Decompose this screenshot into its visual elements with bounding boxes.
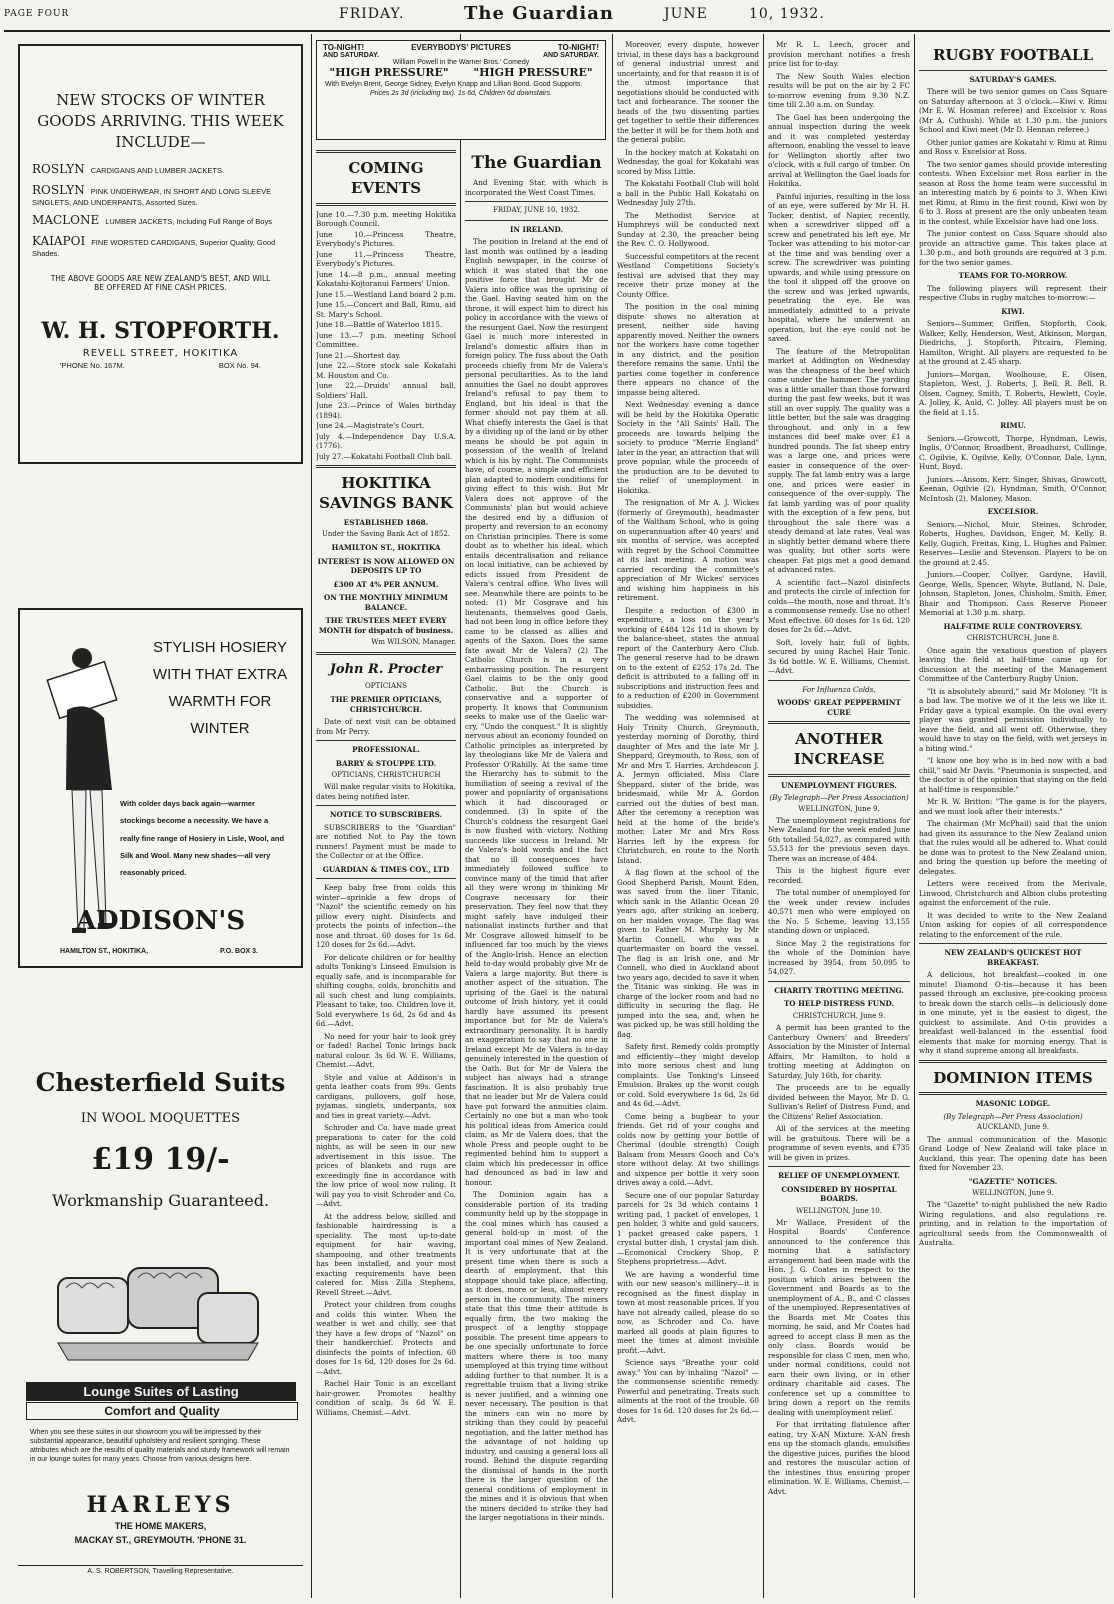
harleys-tag: THE HOME MAKERS,	[114, 1521, 207, 1531]
event-item: July 4.—Independence Day U.S.A. (1776).	[316, 431, 456, 451]
lounge-suite-illustration	[48, 1248, 268, 1368]
divider-5	[914, 34, 915, 1598]
divider-2	[460, 34, 461, 1598]
bank-title-2: SAVINGS BANK	[319, 493, 453, 512]
event-item: June 23.—Prince of Wales birthday (1894).	[316, 401, 456, 420]
column-4-paragraphs	[617, 40, 759, 1425]
relief-paragraphs	[768, 1218, 910, 1497]
paragraph: The Methodist Service at Humphreys will be conducted next Sunday at 2.30, the preacher being the Rev. C. O. Hollywood.	[617, 210, 759, 248]
unemployment-paragraphs	[768, 816, 910, 977]
unemployment-dateline: WELLINGTON, June 9.	[798, 804, 880, 813]
masthead-day: FRIDAY.	[339, 6, 405, 22]
column-2	[316, 146, 456, 1598]
charity-subheading: TO HELP DISTRESS FUND.	[783, 999, 895, 1009]
paragraph: The Gael has been undergoing the annual inspection during the week and it was completed yesterday afternoon, enabling the vessel to leave for Wellington shortly after two o'clock, with a full cargo of timber. On arrival at Wellington the Gael loads for Hokitika.	[768, 112, 910, 188]
paragraph: Schroder and Co. have made great preparations to cater for the cold nights, as will be seen in our new advertisement in this issue. The prices of blankets and rugs are exceedingly fine in accordance with the low price of wool now ruling. It will pay you to visit Schroder and Co.—Advt.	[316, 1123, 456, 1209]
event-item: June 10.—7.30 p.m. meeting Hokitika Borough Council.	[316, 209, 456, 229]
stopforth-item-desc: PINK UNDERWEAR, IN SHORT AND LONG SLEEVE SINGLETS, AND UNDERPANTS, Assorted Sizes.	[32, 186, 272, 208]
harleys-rep: A. S. ROBERTSON, Travelling Representative.	[18, 1565, 303, 1575]
stopforth-item-brand: KAIAPOI	[32, 233, 86, 248]
paragraph: Safety first. Remedy colds promptly and efficiently—they might develop into more serious chest and lung complaints. Use Tonking's Linseed Emulsion. Brakes up the worst cough or cold. Sold everywhere 1s 6d, 2s 6d and 4s 6d.—Advt.	[617, 1042, 759, 1108]
masonic-telegraph: (By Telegraph—Per Press Association)	[943, 1111, 1083, 1121]
rugby-title: RUGBY FOOTBALL	[932, 46, 1094, 64]
gazette-dateline: WELLINGTON, June 9.	[972, 1189, 1054, 1198]
harleys-name: HARLEYS	[86, 1492, 235, 1518]
paragraph: The unemployment registrations for New Zealand for the week ended June 6th totalled 54,027, as compared with 53,513 for the previous seven days. There was an increase of 484.	[768, 815, 910, 863]
masthead-paper: The Guardian	[464, 3, 614, 24]
paragraph: The resignation of Mr A. J. Wickes (formerly of Greymouth), headmaster of the Waltham School, who is going on superannuation after 40 years' and six months of service, was accepted with regret by the School Committee at its last meeting. A motion was carried recording the committee's appreciation of Mr Wickes' services and wishing him happiness in his retirement.	[617, 498, 759, 602]
paragraph: A permit has been granted to the Canterbury Owners' and Breeders' Association by the Minister of Internal Affairs, Mr Hamilton, to hold a trotting meeting at Addington on Saturday, July 16th, for charity.	[768, 1023, 910, 1080]
column-6	[919, 40, 1107, 1598]
notice-title: NOTICE TO SUBSCRIBERS.	[329, 810, 443, 820]
excelsior-heading: EXCELSIOR.	[987, 507, 1039, 517]
hosiery-line-1: STYLISH HOSIERY	[153, 639, 287, 656]
halftime-paragraphs	[919, 646, 1107, 940]
event-item: June 22.—Druids' annual ball, Soldiers' Hall.	[316, 381, 456, 400]
paragraph: The position in the coal mining dispute shows no alteration at present, neither side having apparently moved. Neither the owners nor the workers have come together in any district, and the position therefore remains the same. Until the parties come together in conference there appears no chance of the impasse being altered.	[617, 302, 759, 397]
relief-heading: RELIEF OF UNEMPLOYMENT.	[778, 1171, 900, 1181]
paragraph: The Dominion again has a considerable portion of its trading community held up by the stoppage in the coal mines which has caused a general hold-up in most of the important coal mines of New Zealand. It is very unfortunate that at the present time when there is such a dearth of employment, that this stoppage should take place, affecting, as it does, more or less, almost every person in the community. The miners state that this time their attitude is equally firm, the two making the prospect of a lengthy stoppage possible. The present time appears to be one specially unfortunate to force matters where there is too many unemployed at this trying time without adding further to that number. It is a regrettable truism that a living strike is never justified, and a winning one never necessary. The position is that the miners can win no more by striking than they could by peaceful negotiation, and the latter method has the advantage of not holding up industry, and causing a general loss all round. Behind the dispute regarding the dismissal of hands in the north there is the larger question of the general conditions of employment in the mines and it is obvious that when the miners decided to strike they had the larger negotiations in their minds.	[465, 1190, 608, 1523]
paragraph: "I know one boy who is in bed now with a bad chill," said Mr Davis. "Pneumonia is suspected, and the doctor is of the opinion that staying on the field at half-time is responsible."	[919, 756, 1107, 794]
harleys-ad	[18, 1050, 303, 1590]
stopforth-box: BOX No. 94.	[218, 360, 261, 370]
paragraph: It was decided to write to the New Zealand Union asking for copies of all correspondence relating to the enforcement of the rule.	[919, 910, 1107, 939]
paragraph: The Kokatahi Football Club will hold a ball in the Public Hall Kokatahi on Wednesday July 27th.	[617, 179, 759, 207]
breakfast-heading: NEW ZEALAND'S QUICKEST HOT BREAKFAST.	[944, 948, 1082, 967]
paragraph: Protect your children from coughs and colds this winter. When the weather is wet and chilly, see that they have a few drops of "Nazol" on their handkerchief. Protects and disinfects the points of infection. 60 doses for 1s 6d, 120 doses for 2s 6d.—Advt.	[316, 1300, 456, 1376]
divider-4	[763, 34, 764, 1598]
procter-visit: Date of next visit can be obtained from Mr Perry.	[316, 717, 456, 736]
paragraph: The proceeds are to be equally divided between the Mayor, Mr D. G. Sullivan's Relief of Distress Fund, and the Citizens' Relief Association.	[768, 1083, 910, 1121]
column-3	[465, 146, 608, 1598]
event-item: June 10.—Princess Theatre, Everybody's Pictures.	[316, 229, 456, 249]
another-increase-title: ANOTHER INCREASE	[793, 730, 885, 768]
event-item: June 11.—Princess Theatre, Everybody's Pictures.	[316, 249, 456, 269]
barry-sub: OPTICIANS, CHRISTCHURCH	[331, 771, 441, 780]
halftime-heading: HALF-TIME RULE CONTROVERSY.	[943, 621, 1083, 631]
paragraph: The total number of unemployed for the week under review includes 40,571 men who were employed on the No. 5 Scheme, leaving 13,155 standing down or unplaced.	[768, 888, 910, 936]
stopforth-items	[20, 153, 301, 268]
charity-paragraphs	[768, 1023, 910, 1162]
stopforth-item-brand: ROSLYN	[32, 162, 85, 176]
paragraph: Mr R. W. Britton: "The game is for the players, and we must look after their interests."	[919, 797, 1107, 816]
harleys-body: When you see these suites in our showroom you will be impressed by their substantial appearance, beautiful upholstery and resilient springing. These attributes which are the results of quality materials and sturdy framework will remain in our lounge suites for many years. Choose from various designs here.	[30, 1429, 290, 1464]
bank-established: ESTABLISHED 1868.	[343, 517, 429, 527]
addisons-name: ADDISON'S	[75, 906, 246, 936]
charity-heading: CHARITY TROTTING MEETING.	[774, 985, 904, 995]
lounge-line-1: Lounge Suites of Lasting	[26, 1382, 296, 1401]
paragraph: The New South Wales election results will be put on the air by 2 FC to-morrow evening from 9.30 N.Z. time till 2.30 a.m. on Sunday.	[768, 71, 910, 109]
bank-manager: Wm WILSON, Manager.	[371, 638, 456, 647]
stopforth-item-desc: FINE WORSTED CARDIGANS, Superior Quality, Good Shades.	[32, 237, 276, 259]
chesterfield-guarantee: Workmanship Guaranteed.	[51, 1191, 270, 1210]
chesterfield-price: £19 19/-	[91, 1142, 230, 1177]
unemployment-heading: UNEMPLOYMENT FIGURES.	[781, 780, 897, 790]
paragraph: At the address below, skilled and fashionable hairdressing is a speciality. The most up-to-date equipment for hair waving, shampooing, and other treatments has been installed, and your most exacting requirements have been catered for. Miss Zilla Stephens, Revell Street.—Advt.	[316, 1211, 456, 1297]
breakfast-text: A delicious, hot breakfast—cooked in one minute! Diamond O-tis—because it has been passed through an exclusive, pre-cooking process to break down the starch cells—is deliciously done in one minute, yet is the easiest to digest, the quickest to assimilate. And O-tis provides a breakfast well-balanced in the essential food elements that make for morning energy. That is why it stand supreme among all breakfasts.	[919, 970, 1107, 1056]
event-item: June 14.—8 p.m., annual meeting Kokatahi-Kojtoranui Farmers' Union.	[316, 269, 456, 289]
halftime-dateline: CHRISTCHURCH, June 8.	[966, 634, 1060, 643]
hosiery-line-4: WINTER	[190, 720, 250, 737]
paragraph: Mr R. L. Leech, grocer and provision merchant notifies a fresh price list for to-day.	[768, 40, 910, 68]
notice-body: SUBSCRIBERS to the "Guardian" are notified Not to Pay the town runners! Payment must be made to the Collector or at the Office.	[316, 822, 456, 861]
divider-1	[311, 34, 312, 1598]
column-2-paragraphs	[316, 883, 456, 1417]
pictures-saturday-left: AND SATURDAY.	[323, 52, 380, 59]
masthead	[4, 3, 1110, 28]
barry-name: BARRY & STOUPPE LTD.	[335, 758, 437, 768]
stopforth-item-desc: LUMBER JACKETS, Including Full Range of Boys	[105, 216, 272, 226]
paragraph: Keep baby free from colds this winter—sprinkle a few drops of "Nazol" the scientific remedy on his pillow every night. Disinfects and protects the points of infection—the nose and throat. 60 doses for 1s 6d. 120 doses for 2s 6d.—Advt.	[316, 883, 456, 950]
teams-heading: TEAMS FOR TO-MORROW.	[958, 271, 1068, 281]
woods-line-2: WOODS' GREAT PEPPERMINT CURE	[777, 698, 901, 717]
event-item: June 18.—Battle of Waterloo 1815.	[316, 320, 443, 330]
stopforth-phone: 'PHONE No. 167M.	[60, 360, 125, 370]
paragraph: All of the services at the meeting will be gratuitous. There will be a programme of seven events, and £735 will be given in prizes.	[768, 1124, 910, 1162]
pictures-cast: With Evelyn Brent, George Sidney, Evelyn Knapp and Lillian Bond. Good Supports.	[325, 81, 583, 88]
stopforth-item	[32, 162, 289, 178]
procter-name: John R. Procter	[329, 661, 443, 677]
stopforth-ad	[18, 44, 303, 464]
event-item: June 13.—7 p.m. meeting School Committee.	[316, 330, 456, 350]
pictures-tonight-left: TO-NIGHT!	[323, 43, 365, 52]
hosiery-line-2: WITH THAT EXTRA	[152, 666, 288, 683]
paragraph: Science says "Breathe your cold away." You can by inhaling "Nazol" —the commonsense scientific remedy. Powerful and penetrating. Treats such ailments at the root of the trouble. 60 doses for 1s 6d. 120 doses for 2s 6d.—Advt.	[617, 1358, 759, 1424]
pictures-film-right: "HIGH PRESSURE"	[473, 66, 593, 79]
excelsior-juniors: Juniors.—Cooper, Collyer, Gardyne, Havill, George, Wells, Spencer, Whyte, Butland, N. Dale, Johnson, Stapleton, Jones, Chisholm, Smith, Emer, Bhair and Thompson. Cass Reserve Pioneer Memorial at 1.30 p.m. sharp.	[919, 570, 1107, 618]
paragraph: Secure one of our popular Saturday parcels for 2s 3d which contains 1 writing pad, 1 packet of envelopes, 1 pen holder, 3 white and gold saucers, 1 packet greased cake papers, 1 crystal butter dish, 1 crystal jam dish.—Ecomonical Crockery Shop, P. Stephens proprietress.—Advt.	[617, 1190, 759, 1266]
paragraph: In the hockey match at Kokatahi on Wednesday, the goal for Kokatahi was scored by Miss Little.	[617, 147, 759, 176]
paragraph: The chairman (Mr McPhail) said that the union had given its assurance to the New Zealand union that the rules would all be adhered to. What could be done was to protest to the New Zealand union, and bring the question up before the meeting of delegates.	[919, 819, 1107, 876]
column-3-paragraphs	[465, 237, 608, 1523]
paragraph: Letters were received from the Merivale, Linwood, Christchurch and Albion clubs protesting against the enforcement of the rule.	[919, 879, 1107, 908]
chesterfield-sub: IN WOOL MOQUETTES	[80, 1111, 241, 1126]
saturday-games-heading: SATURDAY'S GAMES.	[969, 74, 1057, 84]
harleys-address: MACKAY ST., GREYMOUTH. 'PHONE 31.	[74, 1535, 247, 1545]
paragraph: Once again the vexatious question of players leaving the field at half-time came up for discussion at the meeting of the Management Committee of the Canterbury Rugby Union.	[919, 645, 1107, 684]
paragraph: "It is absolutely absurd," said Mr Moloney. "It is a bad law. The motive we of it the less we like it. Friday gave a typical example. On the oval every player was granted permission individually to leave the field, and all went off. Otherwise, they would have to stay on the field, with wet jerseys in a biting wind."	[919, 686, 1107, 753]
rimu-heading: RIMU.	[1000, 421, 1026, 431]
paragraph: The feature of the Metropolitan market at Addington on Wednesday was the cheapness of the beef which came under the hammer. The yarding was a little smaller than those forward during the past few weeks, but it was still an over supply. The quality was a little better, but the sale was dragging throughout, and only in a few instances did beef make over £1 a hundred pounds. The fat sheep entry was a large one, and prices were easier in consequence of the over-supply. The fat lamb entry was a large one, and prices were easier in consequence of the over-supply. The fat lamb yarding was of poor quality with the exception of a few pens, but throughout the sale there was a steady demand at late rates. Veal was in slightly better demand where there was quality, but other sorts were cheaper. Fat pigs met a good demand at advanced rates.	[768, 346, 910, 574]
bank-minimum: ON THE MONTHLY MINIMUM BALANCE.	[323, 593, 449, 612]
events-list	[316, 210, 456, 462]
paragraph: A scientific fact—Nazol disinfects and protects the circle of infection for colds—the mouth, nose and throat. It's a commonsense remedy. Use no other! Most effective. 60 doses for 1s 6d. 120 doses for 2s 6d.—Advt.	[768, 577, 910, 634]
nameplate-sub: And Evening Star, with which is incorporated the West Coast Times.	[465, 178, 608, 197]
addisons-address: HAMILTON ST., HOKITIKA,	[60, 948, 149, 955]
rimu-juniors: Juniors.—Ansom, Kerr, Singer, Shivas, Growcott, Keenan, Ogilvie (2), Hyndman, Smith, O'Connor, McIntosh (2), Maloney, Mason.	[919, 474, 1107, 503]
charity-dateline: CHRISTCHURCH, June 9.	[792, 1011, 886, 1020]
paragraph: The wedding was solemnised at Holy Trinity Church, Greymouth, yesterday morning of Dorothy, third daughter of Mrs and the late Mr J. Sheppard, Greymouth, to Ross, son of Mr and Mrs T. Harries. Archdeacon J. A. Jermyn officiated. Miss Clare Sheppard, sister of the bride, was bridesmaid, while Mr A. Gordon carried out the duties of best man. After the ceremony a reception was held at the home of the bride's mother. Later Mr and Mrs Ross Harries left by the express for Christchurch, en route to the North Island.	[617, 713, 759, 865]
addisons-box: P.O. BOX 3.	[220, 948, 258, 955]
paragraph: This is the highest figure ever recorded.	[768, 866, 910, 885]
paragraph: Despite a reduction of £300 in expenditure, a loss on the year's working of £484 12s 11d is shown by the balance-sheet, states the annual report of the Canterbury Aero Club. The general reserve had to be drawn on to the extent of £252 17s 2d. The deficit is attributed to a falling off in subscriptions and instruction fees and to a reduction of £200 in Government subsidies.	[617, 605, 759, 710]
paragraph: Rachel Hair Tonic is an excellant hair-grower. Promotes healthy condition of scalp. 3s 6d W. E. Williams, Chemist.—Advt.	[316, 1379, 456, 1417]
kiwi-juniors: Juniors—Morgan, Woolhouse, E. Olsen, Stapleton, West, J. Roberts, J. Bell, R. Bell, R. Olsen, Cagney, Smith, T. Roberts, Hewlett, Coyle, A. Jolley, K. Auld, C. Jolley. All players must be on the field at 1.15.	[919, 369, 1107, 417]
pictures-tonight-right: TO-NIGHT!	[557, 43, 599, 52]
addisons-ad	[18, 608, 303, 968]
bank-act: Under the Saving Bank Act of 1852.	[321, 530, 451, 539]
hosiery-line-3: WARMTH FOR	[168, 693, 272, 710]
paragraph: The junior contest on Cass Square should also provide an attractive game. This takes place at 1.30 p.m., and both grounds are required at 3 p.m. for the two senior games.	[919, 229, 1107, 267]
rimu-seniors: Seniors.—Growcott, Thorpe, Hyndman, Lewis, Inglis, O'Connor, Broadbent, Broadhurst, Cullinge, C. Ogilvie, K. Ogilvie, Kelly, O'Connor, Dale, Lynn, Hunt, Boyd.	[919, 433, 1107, 472]
masthead-rule	[4, 30, 1110, 32]
rugby-paragraphs	[919, 87, 1107, 267]
event-item: June 24.—Magistrate's Court.	[316, 421, 425, 431]
gazette-text: The "Gazette" to-night published the new Radio Wiring regulations, and also regulations re. printing, and in relation to the importation of agricultural seeds from the Commonwealth of Australia.	[919, 1200, 1107, 1248]
column-5	[768, 40, 910, 1598]
bank-title-1: HOKITIKA	[341, 474, 431, 493]
pictures-prices: Prices 2s 3d (including tax). 1s 6d, Children 6d downstairs.	[369, 90, 553, 97]
lounge-line-2: Comfort and Quality	[26, 1402, 298, 1420]
masonic-heading: MASONIC LODGE.	[975, 1099, 1051, 1109]
paragraph: There will be two senior games on Cass Square on Saturday afternoon at 3 o'clock.—Kiwi v. Rimu (Mr E. W. Hosman referee) and Excelsior v. Ross (Mr A. Cuthush). While at 1.30 p.m. the juniors School and Kiwi meet (Mr D. Hennan referee.)	[919, 87, 1107, 135]
paragraph: We are having a wonderful time with our new season's millinery—it is recognised as the finest display in town at most reasonable prices. If you have not already called, please do so now, as Schroder and Co. have marked all goods at plain figures to meet the times at almost invisible profit.—Advt.	[617, 1269, 759, 1355]
page-number: PAGE FOUR	[4, 9, 70, 19]
paragraph: Painful injuries, resulting in the loss of an eye, were suffered by Mr H. H. Tocker, dentist, of Napier, recently, when a screwdriver slipped off a screw and penetrated his left eye. Mr Tocker was attending to his motor-car at the time and was bending over a screw. The screwdriver was pointing upwards, and while using pressure on the tool it slipped off the groove on the screw and was jerked upwards, penetrating the eye. He was immediately admitted to a private hospital, where he underwent an operation, but the eye could not be saved.	[768, 191, 910, 343]
editorial-dateline: FRIDAY, JUNE 10, 1932.	[492, 206, 580, 215]
bank-interest: INTEREST IS NOW ALLOWED ON DEPOSITS UP TO	[317, 556, 455, 576]
paragraph: No need for your hair to look grey or faded! Rachel Tonic brings back natural colour. 3s 6d W. E. Williams, Chemist.—Advt.	[316, 1031, 456, 1070]
procter-premier: THE PREMIER OPTICIANS, CHRISTCHURCH.	[330, 695, 442, 714]
paragraph: Soft, lovely hair, full of lights, secured by using Rachel Hair Tonic. 3s 6d bottle. W. E. Williams, Chemist.—Advt.	[768, 637, 910, 675]
paragraph: Mr Wallace, President of the Hospital Boards' Conference announced to the conference this morning that a satisfactory arrangement had been made with the Hon. J. G. Coates in respect to the position which arises between the Government and Boards as to the unemployment of A., B., and C classes of the unemployed. Representatives of the Boards met Mr Coates this morning, he said, and Mr Coates had agreed to accept class B men as the only class. Boards would be responsible for class C men, men who, under normal conditions, could not earn their own living, or in other ordinary charitable aid cases. The conference set up a committee to bring down a report on the remits dealing with unemployment relief.	[768, 1217, 910, 1417]
event-item: June 15.—Westland Land board 2 p.m.	[316, 289, 456, 299]
barry-body: Will make regular visits to Hokitika, dates being notified later.	[316, 782, 456, 801]
bank-amount: £300 AT 4% PER ANNUM.	[333, 579, 439, 589]
masthead-date: 10, 1932.	[749, 6, 825, 22]
stopforth-item-desc: CARDIGANS AND LUMBER JACKETS.	[90, 166, 225, 175]
paragraph: Come being a bugbear to your friends. Get rid of your coughs and colds now by getting your bottle of Cherimal (double strength) Cough Balsam from Messrs Gooch and Co's store without delay. At two shillings and sixpence per bottle it very soon drives away a cold.—Advt.	[617, 1111, 759, 1187]
woods-line-1: For Influenza Colds,	[802, 684, 876, 694]
stopforth-headline-2: GOODS ARRIVING. THIS WEEK	[37, 112, 284, 130]
procter-opticians: OPTICIANS	[365, 681, 407, 690]
pictures-ad	[316, 40, 606, 140]
chesterfield-title: Chesterfield Suits	[35, 1068, 286, 1097]
paragraph: The two senior games should provide interesting contests. When Excelsior met Ross earlier in the season at Ross the home team were successful in an interesting match by 6 points to 3. When Kiwi met Rimu, at Rimu in the first round, Kiwi won by 6 to 3. Ross at present are the only unbeaten team in the contest, while Excelsior have had one loss.	[919, 159, 1107, 226]
dominion-items-title: DOMINION ITEMS	[933, 1068, 1093, 1087]
addisons-body: With colder days back again—warmer stockings become a necessity. We have a really fine range of Hosiery in Lisle, Wool, and Silk and Wool. Many new shades—all very reasonably priced.	[120, 799, 285, 877]
pictures-saturday-right: AND SATURDAY.	[542, 52, 599, 59]
paragraph: Next Wednesday evening a dance will be held by the Hokitika Operatic Society in the "All Saints' Hall. The proceeds are towards helping the society to produce "Merrie England" later in the year, an attraction that will prove popular, while the proceeds of the production are to be devoted to the relief of unemployment in Hokitika.	[617, 400, 759, 495]
paragraph: For that irritating flatulence after eating, try X-AN Mixture. X-AN fresh ens up the stomach glands, emulsifies the digestive juices, purifies the blood and restores the muscular action of the intestines thus ensuring proper elimination. W. E. Williams, Chemist.—Advt.	[768, 1420, 910, 1496]
column-5-top-paragraphs	[768, 40, 910, 676]
paragraph: Style and value at Addison's in genta leather coats from 99s. Gents cardigans, pullovers, golf hose, pyjamas, singlets, underpants, sox and ties in great variety.—Advt.	[316, 1072, 456, 1120]
paragraph: A flag flown at the school of the Good Shepherd Parish, Mount Eden, was saved from the liner Titanic, which sank in the Atlantic Ocean 20 years ago, after striking an iceberg, on her maiden voyage. The flag was given to Father M. Murphy by Mr Martin Connell, who was a quartermaster on board the vessel. The flag is an Irish one, and Mr Connell, who died in Auckland about two years ago, decided to save it when the Titanic was sinking. He was in charge of the locker room and had no difficulty in securing the flag. He jumped into the sea, and, when he was picked up, he was still holding the flag.	[617, 868, 759, 1039]
paragraph: The position in Ireland at the end of last month was outlined by a leading English newspaper, in the course of which it was stated that the one positive force that brought Mr de Valera into office was the uprising of the Gael. Having seated him on the throne, it will expect him to direct his policy in accordance with the views of the resurgent Gael. Now the resurgent Gael is much more interested in Ireland's domestic affairs than in foreign policy. The fuss about the Oath proceeds chiefly from Mr de Valera's personal peculiarities. As to the land annuities the Gael no doubt approves Ireland's refusal to pay them to England, but his ideal is that the former should not pay them at all. What chiefly interests the Gael is that by a dividing up of the land or by other means he should be put again in possession of the wealth of Ireland which is his by right. The Communists have, of course, a simple and efficient plan adapted to modern conditions for giving effect to this wish. But Mr Valera does not approve of the Communists' plan but would achieve the desired end by a diffusion of property and reversion to an economy on Christian principles. There is some doubt as to whether his ideal, which entails decentralisation and reliance on local initiative, can be achieved by edicts issued from President de Valera's central office. Who lives will see. Meanwhile there are points to be noted: (1) Mr Cosgrave and his lieutenants, themselves good Gaels, had not been long in office before they came to be classed as allies and agents of the Saxon. Does the same fate await Mr de Valera? (2) The Catholic Church is in a very embarrassing position. The resurgent Gael claims to be the only good Catholic. But the Church is conservative and a supporter of property. It knows that Communism seeks to make use of the Gaelic war-cry, "Undo the conquest." It is slightly nervous about an economy founded on Catholic principles as interpreted by lay theologians like Mr de Valera and Professor O'Rahilly. At the same time the Hierarchy has to submit to the humiliation of seeing a revival of the power and popularity of organisations which it had discouraged or condemned. (3) In spite of the Church's coldness the resurgent Gael is now flushed with victory. Nothing succeeds like success in Ireland. Mr de Valera's bold words and the fact that no ill consequences have immediately followed suffice to convince many of the timid that after all they were wrong in thinking Mr Cosgrave necessary for their preservation. They feel now that they might safely have indulged their nationalist instincts further and that Mr Cosgrave allowed himself to be influenced far too much by the views of the Anglo-Irish. Hence an election held to-day would probably give Mr de Valera a large majority. But there is another aspect of the situation. The uprising of the Gael is the natural outcome of Irish history, yet it could hardly have assumed its present importance but for Mr de Valera's extraordinary personality. It is hardly an exaggeration to say that no one in Ireland except Mr de Valera is to-day genuinely interested in the question of the Oath. But for Mr de Valera the subject has always had a strange fascination. It is also probably true that no leader but Mr de Valera could have put forward the annuities claim. Certainly no one but a man who took his political ideas from America could claim, as Mr de Valera does, that the whole Press and people ought to be regimented behind him to support a claim which his predecessor in office had denounced as bad in law and honour.	[465, 237, 608, 1187]
column-4	[617, 40, 759, 1598]
excelsior-seniors: Seniors.—Nichol, Muir, Steines, Schroder, Roberts, Hughes, Davidson, Enger, M. Kelly, B. Kelly, Gugich, Freitas, King, L. Hughes and Palmer. Reserves—Leslie and Stevenson. Players to be on the ground at 2.45.	[919, 519, 1107, 567]
kiwi-heading: KIWI.	[1001, 306, 1025, 316]
notice-company: GUARDIAN & TIMES COY., LTD	[322, 864, 450, 874]
woman-reading-illustration	[42, 640, 132, 940]
relief-subheading: CONSIDERED BY HOSPITAL BOARDS.	[781, 1184, 897, 1204]
masonic-dateline: AUCKLAND, June 9.	[976, 1123, 1050, 1132]
professional-heading: PROFESSIONAL.	[352, 745, 420, 755]
stopforth-item-brand: MACLONE	[32, 212, 100, 227]
event-item: June 15.—Concert and Ball, Rimu, aid St. Mary's School.	[316, 300, 456, 319]
paragraph: For delicate children or for healthy adults Tonking's Linseed Emulsion is equally safe, and is incomparable for shifting coughs, colds, bronchitis and all such chest and lung complaints. Pleasant to take, too. Children love it. Sold everywhere 1s 6d, 2s 6d and 4s 6d.—Advt.	[316, 952, 456, 1029]
stopforth-item	[32, 213, 289, 229]
paragraph: Moreover, every dispute, however trivial, in these days has a background of general industrial unrest and uncertainty, and for that reason it is of the utmost importance that negotiations should be conducted with tact and forbearance. The sooner the heads of the two dissenting parties get together to settle their differences the better it will be for them both and the general public.	[617, 40, 759, 144]
gazette-heading: "GAZETTE" NOTICES.	[968, 1176, 1058, 1186]
stopforth-note-2: BE OFFERED AT FINE CASH PRICES.	[94, 282, 227, 292]
stopforth-item	[32, 183, 289, 208]
event-item: June 21.—Shortest day.	[316, 350, 401, 360]
masonic-text: The annual communication of the Masonic Grand Lodge of New Zealand will take place in Auckland, this year. The opening date has been fixed for November 23.	[919, 1134, 1107, 1173]
stopforth-headline-1: NEW STOCKS OF WINTER	[56, 91, 265, 109]
coming-events-title: COMING EVENTS	[348, 159, 424, 197]
kiwi-seniors: Seniors—Summer, Griffen, Stopforth, Cook, Walker, Kelly, Henderson, West, Atkinson, Morgan, Diedrichs, J. Stopforth, Pitcaira, Fleming, Hamilton, Wright. All players are requested to be at the ground at 2.45 sharp.	[919, 319, 1107, 367]
bank-branch: HAMILTON ST., HOKITIKA	[331, 543, 441, 553]
event-item: June 22.—Store stock sale Kokatahi M. Houston and Co.	[316, 361, 456, 380]
stopforth-street: REVELL STREET, HOKITIKA	[82, 347, 239, 359]
stopforth-item	[32, 234, 289, 259]
pictures-film-left: "HIGH PRESSURE"	[329, 66, 449, 79]
teams-intro: The following players will represent their respective Clubs in rugby matches to-morrow:—	[919, 283, 1107, 303]
stopforth-item-brand: ROSLYN	[32, 182, 85, 197]
paragraph: Since May 2 the registrations for the whole of the Dominion have increased by 3954, from 50,095 to 54,027.	[768, 938, 910, 977]
event-item: July 27.—Kokatahi Football Club ball.	[316, 451, 453, 461]
unemployment-telegraph: (By Telegraph—Per Press Association)	[769, 793, 909, 803]
pictures-star: William Powell in the Warner Bros.' Comedy	[392, 59, 530, 66]
stopforth-name: W. H. STOPFORTH.	[41, 317, 280, 344]
relief-dateline: WELLINGTON, June 10.	[796, 1206, 882, 1215]
editorial-heading: IN IRELAND.	[510, 224, 563, 234]
divider-3	[612, 34, 613, 1598]
stopforth-note-1: THE ABOVE GOODS ARE NEW ZEALAND'S BEST, AND WILL	[50, 273, 271, 283]
bank-trustees: THE TRUSTEES MEET EVERY MONTH for dispatch of business.	[318, 616, 454, 635]
masthead-month: JUNE	[664, 6, 708, 22]
stopforth-headline-3: INCLUDE—	[115, 133, 206, 151]
pictures-title: EVERYBODYS' PICTURES	[411, 43, 511, 52]
paragraph: Successful competitors at the recent Westland Competitions Society's festival are advised that they may receive their prize money at the County Office.	[617, 251, 759, 299]
paragraph: Other junior games are Kokatahi v. Rimu at Rimu and Ross v. Excelsior at Ross.	[919, 137, 1107, 157]
nameplate: The Guardian	[471, 153, 602, 173]
